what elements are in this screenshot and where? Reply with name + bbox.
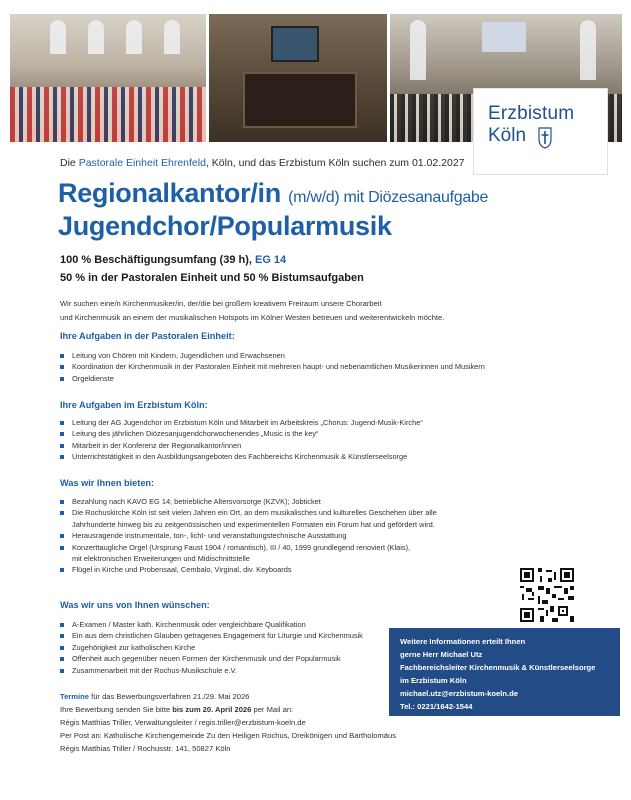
children-choir-photo [10, 14, 206, 142]
list-item: Mitarbeit in der Konferenz der Regionalkantor/innen [60, 440, 460, 451]
list-item: Leitung der AG Jugendchor im Erzbistum Köln und Mitarbeit im Arbeitskreis „Chorus: Jugend-Musik-Kirche“ [60, 417, 460, 428]
section-heading-pastoral: Ihre Aufgaben in der Pastoralen Einheit: [60, 331, 235, 341]
list-item: Die Rochuskirche Köln ist seit vielen Jahren ein Ort, an dem musikalisches und kulturelles Geschehen über alle [60, 507, 460, 518]
application-deadline: Ihre Bewerbung senden Sie bitte bis zum 20. April 2026 per Mail an: [60, 705, 294, 714]
list-item: A-Examen / Master kath. Kirchenmusik oder vergleichbare Qualifikation [60, 619, 460, 630]
info-phone[interactable]: Tel.: 0221/1642-1544 [400, 702, 473, 711]
list-item: Unterrichtstätigkeit in den Ausbildungsangeboten des Fachbereichs Kirchenmusik & Künstlerseelsorge [60, 451, 460, 462]
list-item: Herausragende instrumentale, ton-, licht- und veranstaltungstechnische Ausstattung [60, 530, 460, 541]
info-line-1: Weitere Informationen erteilt Ihnen [400, 637, 526, 646]
list-item: Ein aus dem christlichen Glauben getragenes Engagement für Liturgie und Kirchenmusik [60, 630, 460, 641]
organ-console-photo [209, 14, 387, 142]
logo-line2: Köln [488, 125, 527, 146]
termine-label: Termine [60, 692, 89, 701]
description-line-2: und Kirchenmusik an einem der musikalischen Hotspots im Kölner Westen betreuen und weiterentwickeln möchte. [60, 313, 445, 322]
intro-line: Die Pastorale Einheit Ehrenfeld, Köln, und das Erzbistum Köln suchen zum 01.02.2027 [60, 157, 465, 169]
logo-line1: Erzbistum [488, 103, 575, 124]
cross-shield-icon [538, 127, 552, 149]
postal-line: Per Post an: Katholische Kirchengemeinde Zu den Heiligen Rochus, Dreikönigen und Bartholomäus [60, 731, 397, 740]
employment-scope: 100 % Beschäftigungsumfang (39 h), EG 14 [60, 254, 287, 266]
list-item: Konzerttaugliche Orgel (Ursprung Faust 1904 / romantisch), III / 40, 1999 grundlegend renoviert (Klais), [60, 542, 460, 553]
description-line-1: Wir suchen eine/n Kirchenmusiker/in, der/die bei großem kreativem Freiraum unsere Chorarbeit [60, 299, 382, 308]
pay-grade: EG 14 [254, 254, 287, 266]
list-item: Leitung von Chören mit Kindern, Jugendlichen und Erwachsenen [60, 350, 460, 361]
info-line-3: Fachbereichsleiter Kirchenmusik & Künstlerseelsorge [400, 663, 596, 672]
qr-code[interactable] [518, 566, 576, 624]
offer-list [60, 496, 460, 576]
job-title: Regionalkantor/in (m/w/d) mit Diözesanaufgabe [58, 178, 489, 208]
contact-info-box [389, 628, 620, 716]
list-item: Zusammenarbeit mit der Rochus-Musikschule e.V. [60, 665, 460, 676]
list-item: Koordination der Kirchenmusik in der Pastoralen Einheit mit mehreren haupt- und nebenamtlichen Musikerinnen und Musikern [60, 361, 460, 372]
postal-address: Régis Matthias Triller / Rochusstr. 141, 50827 Köln [60, 744, 231, 753]
erzbistum-koeln-logo [473, 88, 608, 175]
work-split: 50 % in der Pastoralen Einheit und 50 % Bistumsaufgaben [60, 272, 364, 284]
list-item: Bezahlung nach KAVO EG 14; betriebliche Altersvorsorge (KZVK); Jobticket [60, 496, 460, 507]
list-item-continuation: Jahrhunderte hinweg bis zu zeitgenössischen und experimentellen Formaten ein Forum hat und gefördert wird. [72, 519, 435, 529]
contact-email-line[interactable]: Régis Matthias Triller, Verwaltungsleiter / regis.triller@erzbistum-koeln.de [60, 718, 306, 727]
list-item-continuation: mit elektronischen Erweiterungen und Midischnittstelle [72, 554, 250, 564]
section-heading-diocese: Ihre Aufgaben im Erzbistum Köln: [60, 400, 208, 410]
info-line-4: im Erzbistum Köln [400, 676, 467, 685]
info-line-2: gerne Herr Michael Utz [400, 650, 483, 659]
list-item: Zugehörigkeit zur katholischen Kirche [60, 642, 460, 653]
list-item: Flügel in Kirche und Probensaal, Cembalo, Virginal, div. Keyboards [60, 564, 460, 575]
pastoral-tasks-list [60, 350, 485, 384]
list-item: Leitung des jährlichen Diözesanjugendchorwochenendes „Music is the key“ [60, 428, 460, 439]
info-email[interactable]: michael.utz@erzbistum-koeln.de [400, 689, 518, 698]
diocese-tasks-list [60, 417, 460, 463]
pastoral-unit-name: Pastorale Einheit Ehrenfeld [78, 157, 206, 169]
list-item: Offenheit auch gegenüber neuen Formen der Kirchenmusik und der Popularmusik [60, 653, 460, 664]
section-heading-offer: Was wir Ihnen bieten: [60, 478, 155, 488]
application-dates: Termine für das Bewerbungsverfahren 21./29. Mai 2026 [60, 692, 250, 701]
job-subtitle: Jugendchor/Popularmusik [58, 211, 392, 241]
gender-note: (m/w/d) [288, 189, 340, 206]
deadline-date: bis zum 20. April 2026 [172, 705, 252, 714]
section-heading-wishes: Was wir uns von Ihnen wünschen: [60, 600, 210, 610]
list-item: Orgeldienste [60, 373, 460, 384]
